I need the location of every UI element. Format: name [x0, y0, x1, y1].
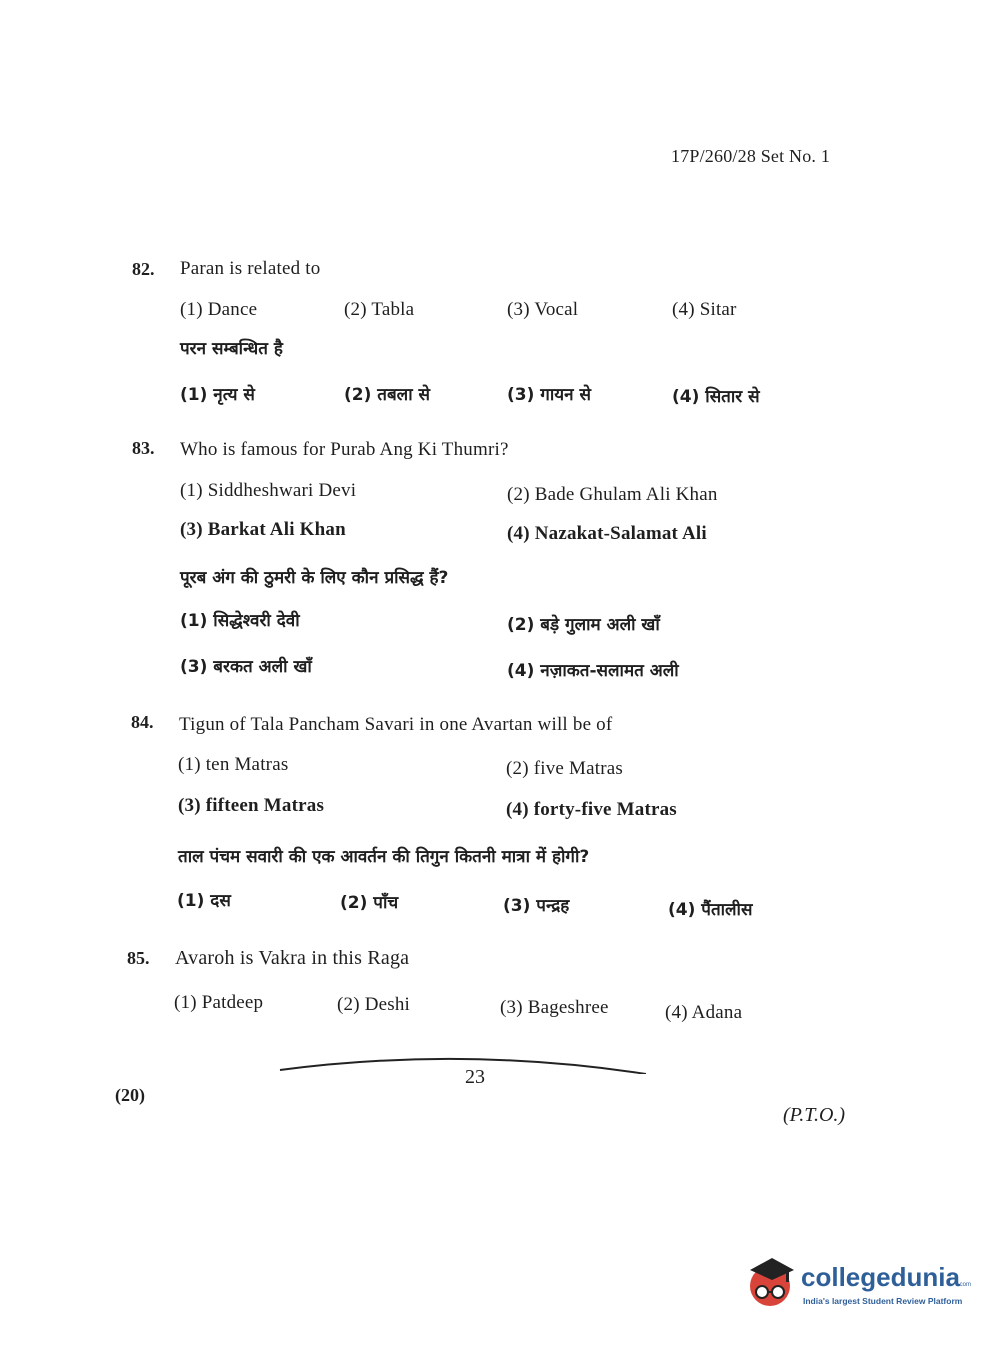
set-number-header: 17P/260/28 Set No. 1	[671, 146, 831, 166]
option-en-1: (1) Siddheshwari Devi	[180, 480, 357, 501]
brand-tagline: India's largest Student Review Platform	[803, 1296, 963, 1306]
option-en-4: (4) forty-five Matras	[506, 799, 677, 820]
brand-dotcom: .com	[958, 1282, 972, 1288]
pto-label: (P.T.O.)	[783, 1104, 846, 1126]
question-number: 82.	[132, 259, 155, 279]
question-text-en: Tigun of Tala Pancham Savari in one Avartan will be of	[179, 714, 613, 735]
option-en-1: (1) ten Matras	[178, 754, 289, 775]
option-hi-1: (1) सिद्धेश्वरी देवी	[180, 611, 300, 631]
question-text-hi: ताल पंचम सवारी की एक आवर्तन की तिगुन कितनी मात्रा में होगी?	[178, 847, 590, 867]
question-number: 84.	[131, 712, 154, 732]
option-hi-1: (1) दस	[177, 891, 231, 911]
page-number: 23	[465, 1066, 485, 1088]
option-en-1: (1) Patdeep	[174, 992, 264, 1013]
option-hi-4: (4) नज़ाकत-सलामत अली	[507, 661, 679, 681]
option-en-2: (2) five Matras	[506, 758, 623, 779]
option-hi-3: (3) गायन से	[507, 385, 591, 405]
question-text-en: Paran is related to	[180, 258, 321, 279]
option-hi-1: (1) नृत्य से	[180, 385, 255, 405]
option-hi-3: (3) बरकत अली खाँ	[180, 657, 312, 677]
option-hi-4: (4) सितार से	[672, 387, 760, 407]
option-en-4: (4) Sitar	[672, 299, 737, 320]
question-text-hi: पूरब अंग की ठुमरी के लिए कौन प्रसिद्ध हैं?	[180, 568, 449, 588]
option-hi-4: (4) पैंतालीस	[668, 900, 753, 920]
option-en-4: (4) Nazakat-Salamat Ali	[507, 523, 707, 544]
option-en-2: (2) Bade Ghulam Ali Khan	[507, 484, 718, 505]
option-hi-2: (2) तबला से	[344, 385, 431, 405]
option-en-2: (2) Tabla	[344, 299, 415, 320]
question-text-en: Avaroh is Vakra in this Raga	[175, 947, 410, 969]
option-hi-2: (2) बड़े गुलाम अली खाँ	[507, 615, 660, 635]
question-number: 85.	[127, 948, 150, 968]
option-en-3: (3) Vocal	[507, 299, 579, 320]
brand-name: collegedunia	[801, 1262, 960, 1292]
question-text-hi: परन सम्बन्धित है	[180, 339, 283, 359]
option-en-3: (3) Bageshree	[500, 997, 609, 1018]
booklet-code: (20)	[115, 1085, 145, 1105]
question-text-en: Who is famous for Purab Ang Ki Thumri?	[180, 439, 509, 460]
option-en-3: (3) fifteen Matras	[178, 795, 325, 816]
option-en-1: (1) Dance	[180, 299, 258, 320]
option-hi-2: (2) पाँच	[340, 893, 399, 913]
option-hi-3: (3) पन्द्रह	[503, 896, 570, 916]
collegedunia-logo-icon	[742, 1250, 802, 1310]
footer-divider	[278, 1052, 648, 1074]
option-en-3: (3) Barkat Ali Khan	[180, 519, 346, 540]
option-en-2: (2) Deshi	[337, 994, 411, 1015]
question-number: 83.	[132, 438, 155, 458]
option-en-4: (4) Adana	[665, 1002, 743, 1023]
